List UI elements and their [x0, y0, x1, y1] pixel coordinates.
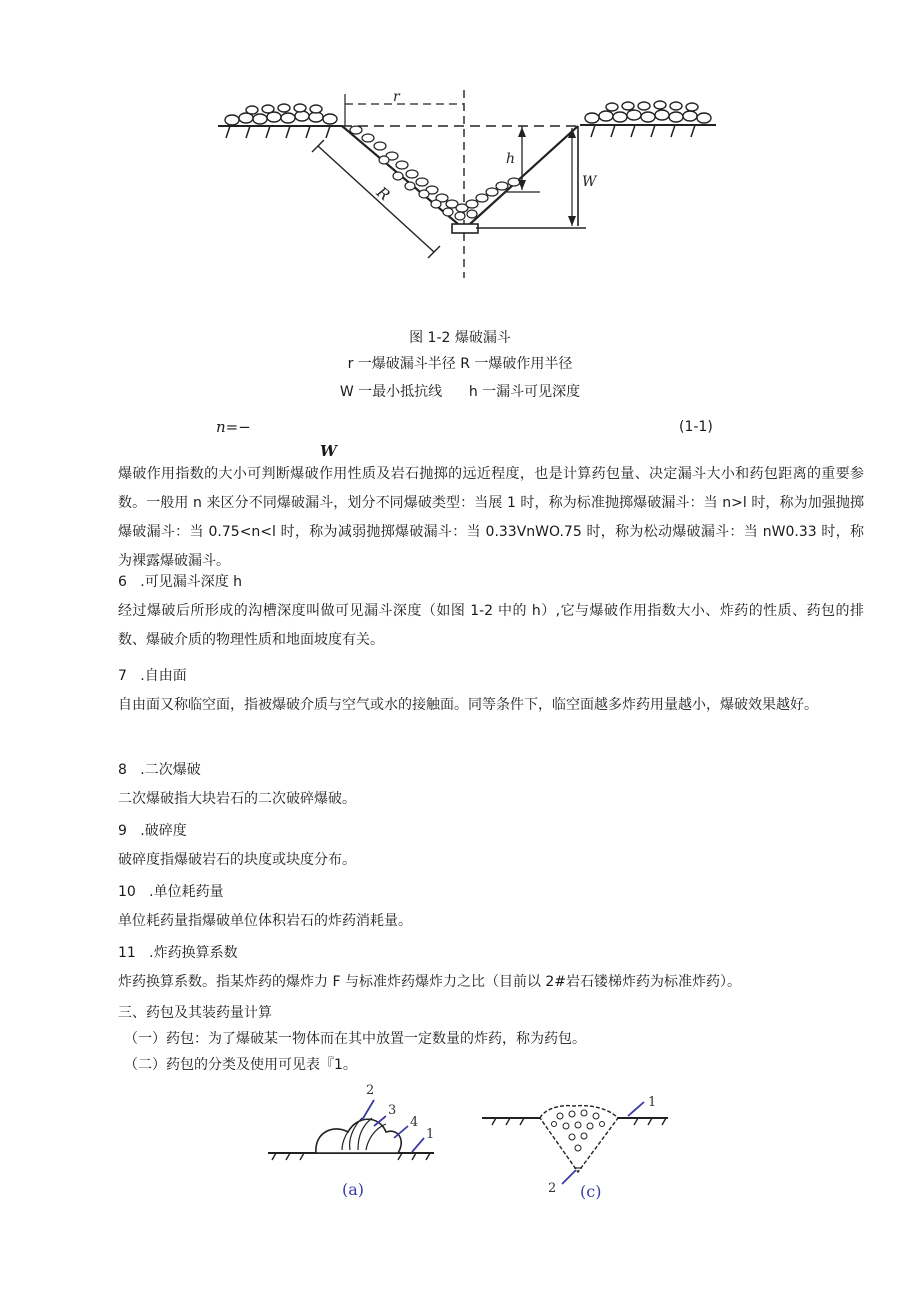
heading-unit-consumption: 10 .单位耗药量: [118, 884, 224, 900]
subsection-charge-classification: （二）药包的分类及使用可见表『1。: [124, 1057, 357, 1073]
label-r: r: [393, 89, 400, 105]
figure-legend-line-2: W 一最小抵抗线 h 一漏斗可见深度: [339, 384, 581, 400]
paragraph-fragmentation: 破碎度指爆破岩石的块度或块度分布。: [118, 852, 356, 868]
charge-type-diagram-c: [478, 1080, 698, 1210]
heading-conversion-factor: 11 .炸药换算系数: [118, 945, 238, 961]
equation-number: (1-1): [679, 419, 713, 435]
pit-charge-outline: [540, 1106, 618, 1172]
fig-a-num-4: 4: [410, 1115, 419, 1130]
fig-a-num-3: 3: [388, 1103, 397, 1118]
fig-c-label: (c): [580, 1182, 602, 1201]
label-W: W: [582, 174, 597, 190]
label-R: R: [373, 183, 394, 205]
equation-denominator: W: [320, 442, 337, 460]
figure-legend-line-1: r 一爆破漏斗半径 R 一爆破作用半径: [347, 356, 573, 372]
subsection-charge-definition: （一）药包：为了爆破某一物体而在其中放置一定数量的炸药，称为药包。: [124, 1031, 586, 1047]
label-h: h: [506, 151, 516, 167]
crater-rubble: [350, 126, 520, 220]
fig-c-num-1: 1: [648, 1095, 657, 1110]
paragraph-secondary-blasting: 二次爆破指大块岩石的二次破碎爆破。: [118, 791, 356, 807]
heading-fragmentation: 9 .破碎度: [118, 823, 187, 839]
charge-type-diagram-a: [262, 1080, 462, 1210]
fig-a-label: (a): [342, 1180, 365, 1199]
blasting-crater-diagram: [0, 0, 920, 320]
equation-lhs: n=−: [216, 418, 251, 436]
heading-secondary-blasting: 8 .二次爆破: [118, 762, 201, 778]
paragraph-unit-consumption: 单位耗药量指爆破单位体积岩石的炸药消耗量。: [118, 913, 412, 929]
left-ground-rubble: [225, 104, 337, 125]
paragraph-conversion-factor: 炸药换算系数。指某炸药的爆炸力 F 与标准炸药爆炸力之比（目前以 2#岩石镂梯炸药为标准炸药）。: [118, 974, 742, 990]
paragraph-free-surface: 自由面又称临空面，指被爆破介质与空气或水的接触面。同等条件下，临空面越多炸药用量越小，爆破效果越好。: [118, 697, 818, 713]
section-charge-calculation: 三、药包及其装药量计算: [118, 1005, 272, 1021]
paragraph-blast-index: 爆破作用指数的大小可判断爆破作用性质及岩石抛掷的远近程度，也是计算药包量、决定漏斗大小和药包距离的重要参数。一般用 n 来区分不同爆破漏斗，划分不同爆破类型：当展 1 时，称为标准抛掷爆破漏斗：当 n>l 时，称为加强抛掷爆破漏斗：当 0.75<n<l 时，称为减弱抛掷爆破漏斗：当 0.33VnWO.75 时，称为松动爆破漏斗：当 nW0.33 时，称为裸露爆破漏斗。: [118, 466, 864, 569]
fig-a-num-1: 1: [426, 1127, 435, 1142]
figure-title: 图 1-2 爆破漏斗: [409, 330, 511, 346]
heading-free-surface: 7 .自由面: [118, 668, 187, 684]
right-ground-rubble: [585, 101, 711, 123]
fig-c-num-2: 2: [548, 1181, 557, 1196]
crater-right-wall: [470, 126, 578, 224]
paragraph-visible-depth: 经过爆破后所形成的沟槽深度叫做可见漏斗深度（如图 1-2 中的 h）,它与爆破作用指数大小、炸药的性质、药包的排数、爆破介质的物理性质和地面坡度有关。: [118, 603, 864, 648]
heading-visible-depth: 6 .可见漏斗深度 h: [118, 574, 243, 590]
fig-a-num-2: 2: [366, 1083, 375, 1098]
charge-box: [452, 224, 478, 233]
